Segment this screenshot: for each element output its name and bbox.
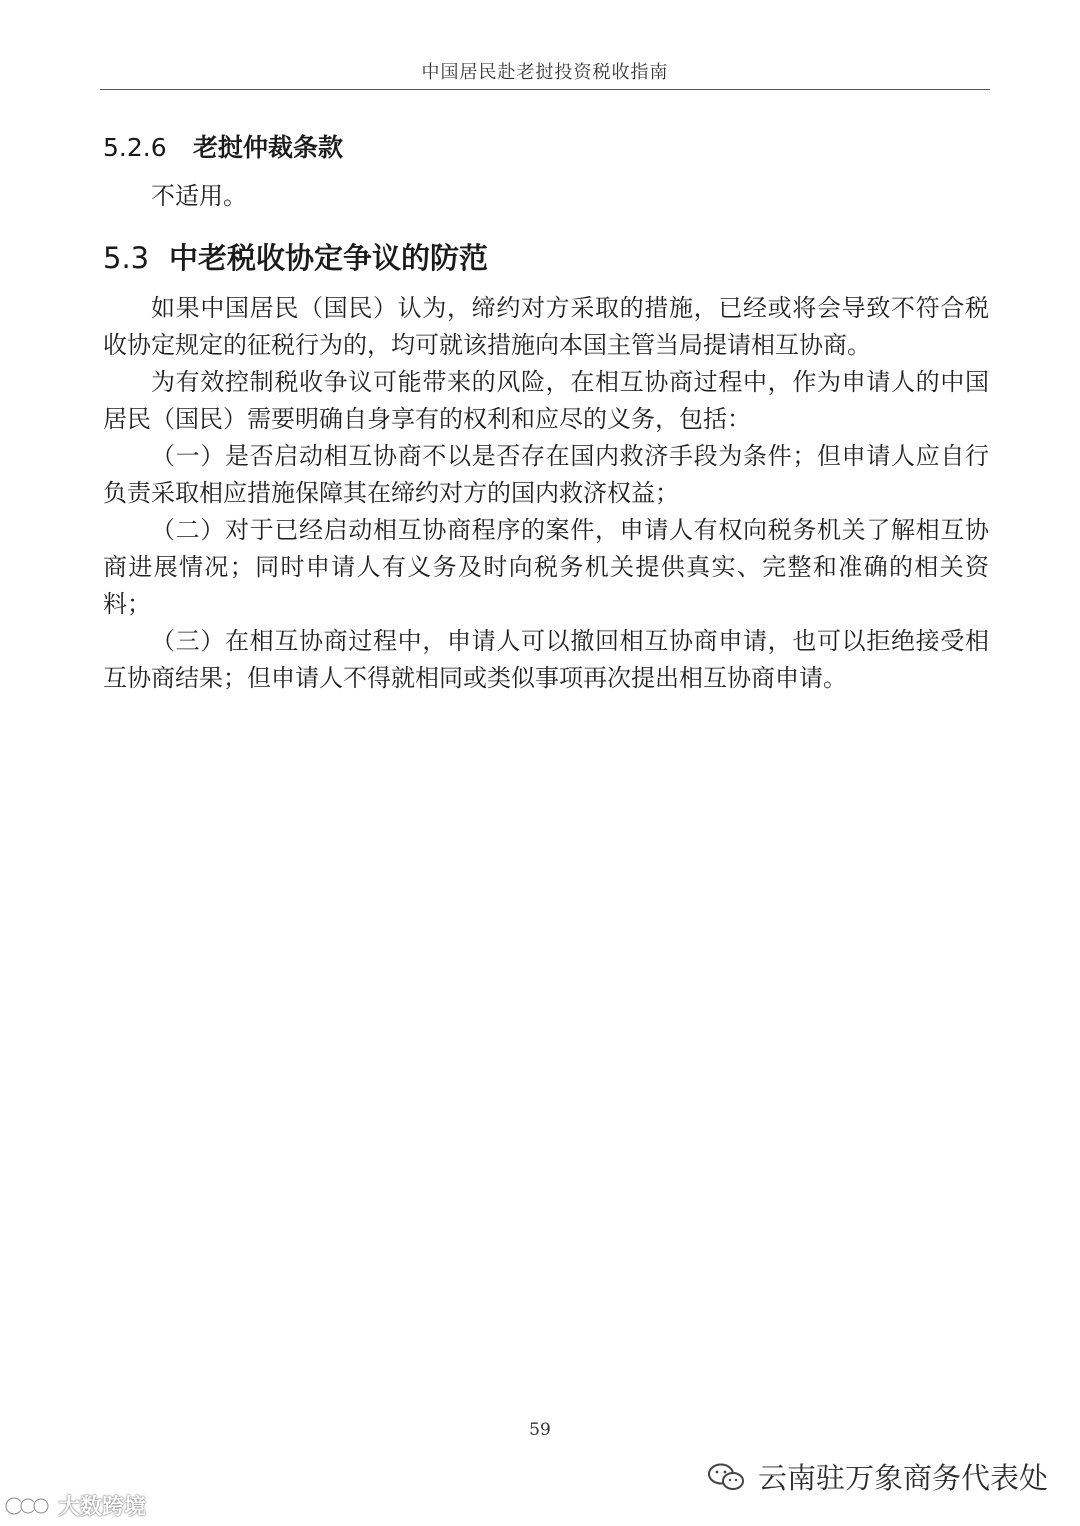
- watermark-text: 云南驻万象商务代表处: [757, 1461, 1048, 1495]
- brand-logo-icon: [4, 1494, 52, 1518]
- wechat-icon: [706, 1462, 746, 1492]
- section-title: 中老税收协定争议的防范: [169, 241, 489, 275]
- paragraph: 不适用。: [151, 182, 247, 210]
- watermark-text: 大数跨境: [58, 1495, 147, 1520]
- header-rule: [100, 89, 990, 90]
- running-header: 中国居民赴老挝投资税收指南: [421, 62, 669, 83]
- section-number: 5.2.6: [103, 133, 167, 162]
- section-title: 老挝仲裁条款: [193, 133, 344, 162]
- paragraph: （三）在相互协商过程中，申请人可以撤回相互协商申请，也可以拒绝接受相互协商结果；但申请人不得就相同或类似事项再次提出相互协商申请。: [103, 627, 989, 692]
- paragraph: 如果中国居民（国民）认为，缔约对方采取的措施，已经或将会导致不符合税收协定规定的征税行为的，均可就该措施向本国主管当局提请相互协商。: [103, 294, 989, 359]
- section-5-2-6-body: [103, 178, 989, 215]
- section-number: 5.3: [103, 241, 150, 275]
- section-5-3-body: [103, 290, 989, 697]
- paragraph: 为有效控制税收争议可能带来的风险，在相互协商过程中，作为申请人的中国居民（国民）需要明确自身享有的权利和应尽的义务，包括：: [103, 368, 989, 433]
- watermark-brand: [4, 1490, 146, 1521]
- watermark-wechat: [706, 1456, 1048, 1497]
- section-heading-5-3: [103, 236, 488, 277]
- paragraph: （一）是否启动相互协商不以是否存在国内救济手段为条件；但申请人应自行负责采取相应措施保障其在缔约对方的国内救济权益；: [103, 442, 989, 507]
- page-number: 59: [529, 1420, 551, 1440]
- section-heading-5-2-6: [103, 128, 343, 164]
- paragraph: （二）对于已经启动相互协商程序的案件，申请人有权向税务机关了解相互协商进展情况；同时申请人有义务及时向税务机关提供真实、完整和准确的相关资料；: [103, 516, 989, 618]
